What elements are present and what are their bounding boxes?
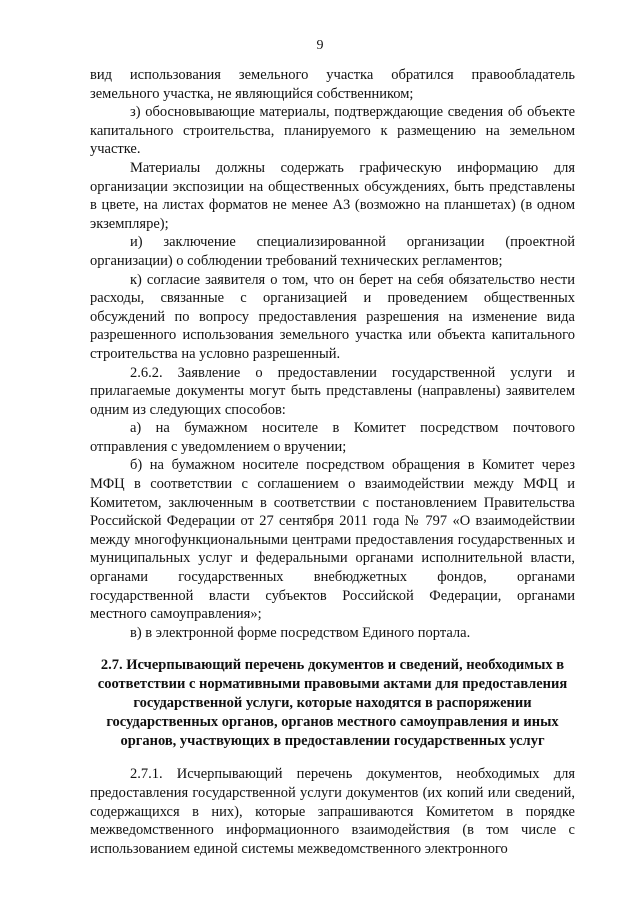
document-body: [90, 66, 575, 858]
paragraph-2-6-2: 2.6.2. Заявление о предоставлении государственной услуги и прилагаемые документы могут быть представлены (направлены) заявителем одним из следующих способов:: [90, 364, 575, 418]
section-heading-2-7: 2.7. Исчерпывающий перечень документов и сведений, необходимых в соответствии с нормативными правовыми актами для предоставления государственной услуги, которые находятся в распоряжении государственных органов, органов местного самоуправления и иных органов, участвующих в предоставлении государственных услуг: [97, 657, 568, 750]
paragraph-item-b: б) на бумажном носителе посредством обращения в Комитет через МФЦ в соответствии с соглашением о взаимодействии между МФЦ и Комитетом, заключенным в соответствии с постановлением Правительства Российской Федерации от 27 сентября 2011 года № 797 «О взаимодействии между многофункциональными центрами предоставления государственных и муниципальных услуг и федеральными органами исполнительной власти, органами государственных внебюджетных фондов, органами государственной власти субъектов Российской Федерации, органами местного самоуправления»;: [90, 457, 575, 623]
page-number: 9: [316, 38, 324, 53]
paragraph-continuation: вид использования земельного участка обратился правообладатель земельного участка, не являющийся собственником;: [90, 67, 575, 102]
paragraph-2-7-1: 2.7.1. Исчерпывающий перечень документов, необходимых для предоставления государственной услуги документов (их копий или сведений, содержащихся в них), которые запрашиваются Комитетом в порядке межведомственного информационного взаимодействия (в том числе с использованием единой системы межведомственного электронного: [90, 766, 575, 857]
paragraph-item-k: к) согласие заявителя о том, что он берет на себя обязательство нести расходы, связанные с организацией и проведением общественных обсуждений по вопросу предоставления разрешения на изменение вида разрешенного использования земельного участка или объекта капитального строительства на условно разрешенный.: [90, 271, 575, 362]
paragraph-item-v: в) в электронной форме посредством Единого портала.: [130, 624, 471, 641]
paragraph-item-z: з) обосновывающие материалы, подтверждающие сведения об объекте капитального строительства, планируемого к размещению на земельном участке.: [90, 104, 575, 158]
paragraph-item-a: а) на бумажном носителе в Комитет посредством почтового отправления с уведомлением о вручении;: [90, 420, 575, 455]
paragraph-materials: Материалы должны содержать графическую информацию для организации экспозиции на общественных обсуждениях, быть представлены в цвете, на листах форматов не менее А3 (возможно на планшетах) (в одном экземпляре);: [90, 159, 575, 232]
paragraph-item-i: и) заключение специализированной организации (проектной организации) о соблюдении требований технических регламентов;: [90, 234, 575, 269]
